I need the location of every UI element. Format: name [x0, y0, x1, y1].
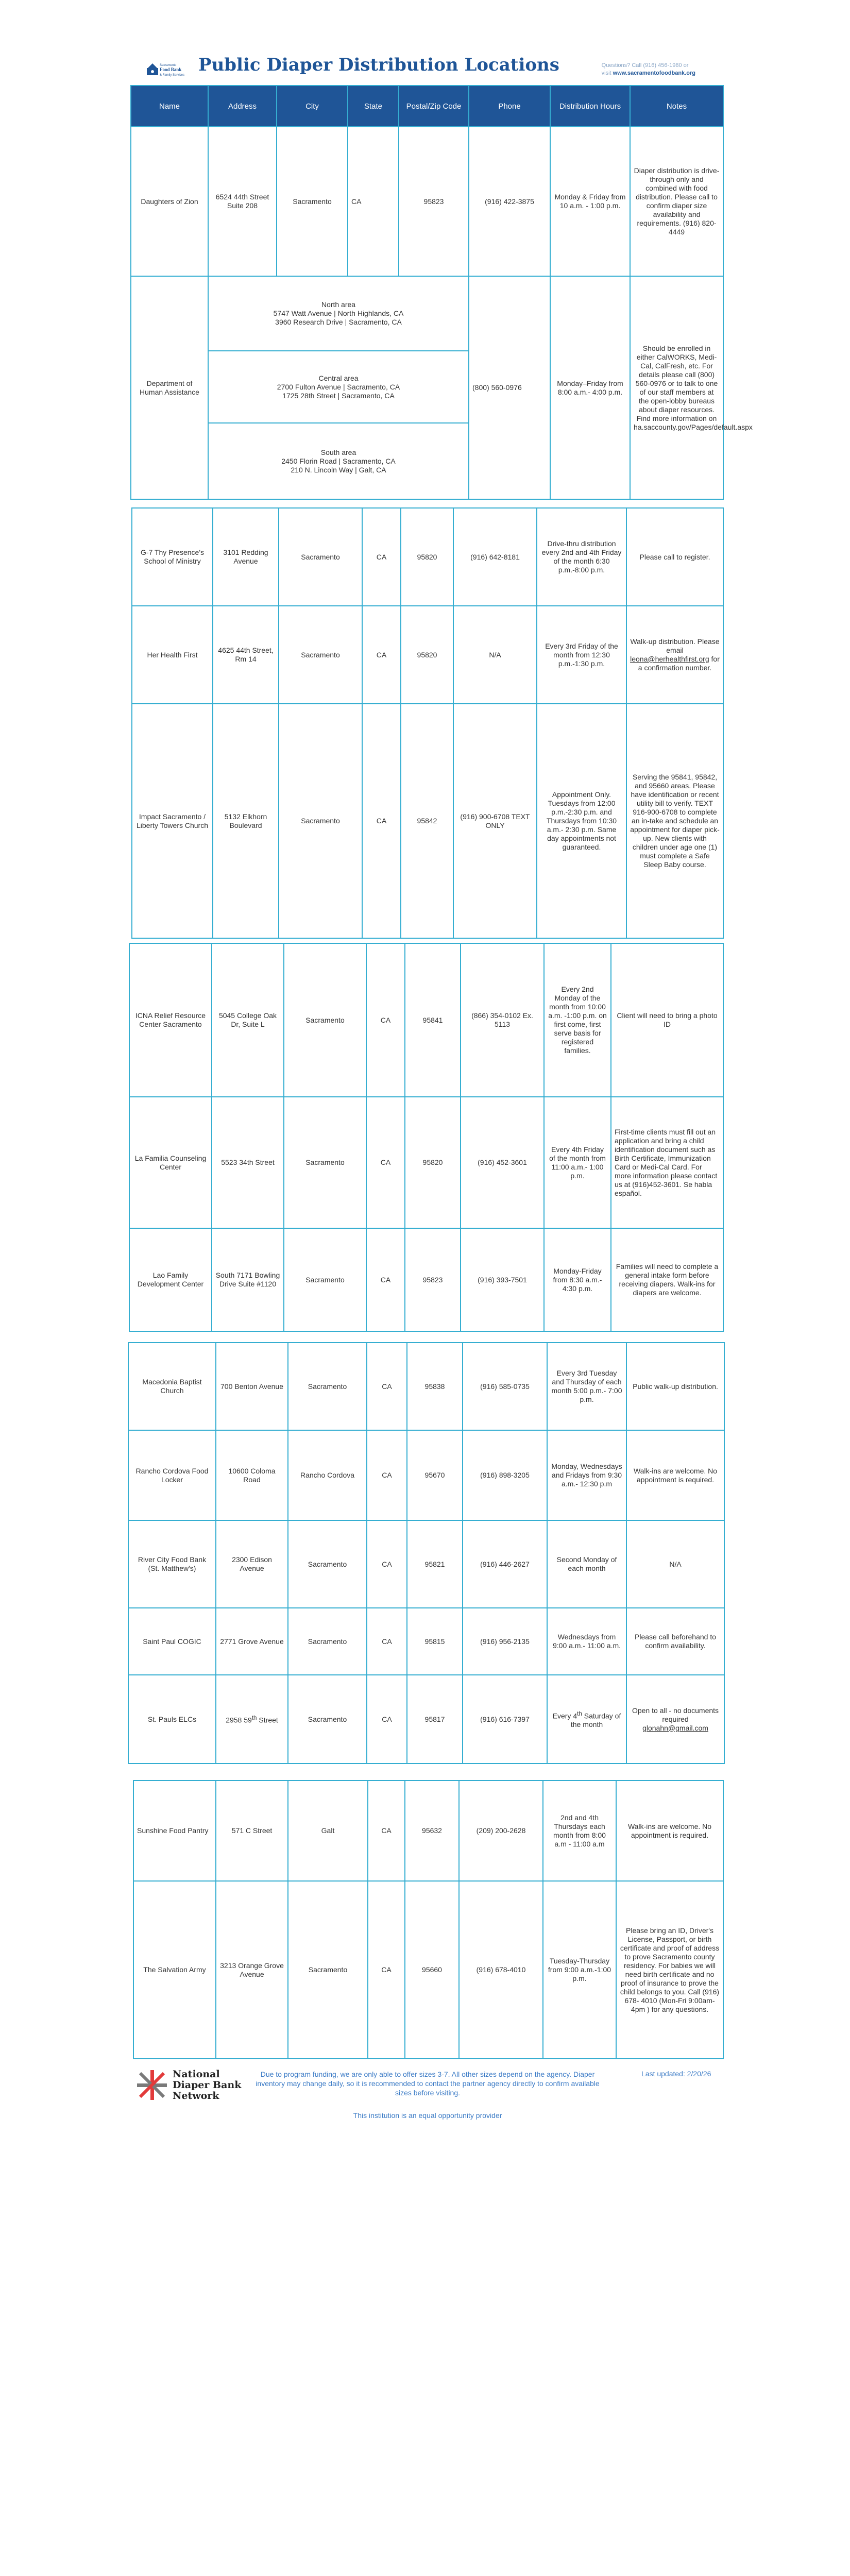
- table-row: [131, 127, 723, 276]
- location-phone: (916) 446-2627: [463, 1520, 547, 1608]
- location-hours: Wednesdays from 9:00 a.m.- 11:00 a.m.: [547, 1608, 626, 1675]
- location-zip: 95820: [401, 508, 453, 606]
- location-state: CA: [366, 943, 405, 1097]
- location-zip: 95823: [405, 1228, 461, 1331]
- nbn-line: Network: [173, 2090, 219, 2102]
- location-name: Department of Human Assistance: [131, 276, 208, 499]
- location-zip: 95820: [401, 606, 453, 704]
- location-state: CA: [368, 1881, 405, 2059]
- table-row: [131, 276, 723, 351]
- location-state: CA: [366, 1097, 405, 1228]
- hours-text: Saturday of the month: [570, 1711, 621, 1729]
- location-city: Sacramento: [288, 1608, 367, 1675]
- website-link[interactable]: www.sacramentofoodbank.org: [613, 70, 695, 76]
- location-address: 6524 44th Street Suite 208: [208, 127, 277, 276]
- location-phone: (916) 900-6708 TEXT ONLY: [453, 704, 537, 938]
- location-hours: Appointment Only. Tuesdays from 12:00 p.m.-2:30 p.m. and Thursdays from 10:30 a.m.- 2:30 p.m. Same day appointments not guaranteed.: [537, 704, 626, 938]
- location-notes: Please bring an ID, Driver's License, Passport, or birth certificate and proof of address to prove Sacramento county residency. For babies we will need birth certificate and no proof of insurance to prove the child belongs to you. Call (916) 678- 4010 (Mon-Fri 9:00am-4pm ) for any questions.: [616, 1881, 723, 2059]
- column-header: Name: [131, 86, 208, 127]
- area-label: Central area: [318, 374, 359, 382]
- location-city: Sacramento: [284, 1097, 366, 1228]
- location-state: CA: [362, 508, 401, 606]
- location-address: 2300 Edison Avenue: [216, 1520, 288, 1608]
- location-address: 571 C Street: [216, 1781, 288, 1881]
- dha-central-area: [208, 351, 469, 423]
- location-city: Sacramento: [288, 1675, 367, 1764]
- location-address: [216, 1675, 288, 1764]
- table-row: [133, 1881, 723, 2059]
- location-zip: 95670: [407, 1430, 463, 1520]
- location-zip: 95841: [405, 943, 461, 1097]
- location-hours: Monday, Wednesdays and Fridays from 9:30 a.m.- 12:30 p.m: [547, 1430, 626, 1520]
- location-hours: Tuesday-Thursday from 9:00 a.m.-1:00 p.m.: [543, 1881, 616, 2059]
- location-name: St. Pauls ELCs: [128, 1675, 216, 1764]
- location-city: Rancho Cordova: [288, 1430, 367, 1520]
- location-address: 2771 Grove Avenue: [216, 1608, 288, 1675]
- dha-north-area: [208, 276, 469, 351]
- location-city: Sacramento: [284, 1228, 366, 1331]
- contact-info: [602, 62, 695, 77]
- area-label: North area: [321, 300, 356, 309]
- table-row: [128, 1343, 724, 1430]
- location-notes: [626, 606, 723, 704]
- location-phone: (916) 393-7501: [461, 1228, 544, 1331]
- area-address: 5747 Watt Avenue | North Highlands, CA: [273, 309, 404, 317]
- locations-table-block-4: [128, 1342, 725, 1764]
- location-city: Sacramento: [279, 606, 362, 704]
- column-header: City: [277, 86, 348, 127]
- location-hours: Monday & Friday from 10 a.m. - 1:00 p.m.: [550, 127, 630, 276]
- table-row: [132, 704, 723, 938]
- notes-text: Open to all - no documents required: [632, 1706, 719, 1723]
- area-label: South area: [320, 448, 356, 456]
- location-notes: First-time clients must fill out an application and bring a child identification document such as Birth Certificate, Immunization Card or Medi-Cal Card. For more information please contact us at (916)452-3601. Se habla español.: [611, 1097, 723, 1228]
- location-hours: Second Monday of each month: [547, 1520, 626, 1608]
- email-link[interactable]: glonahn@gmail.com: [642, 1723, 708, 1732]
- locations-table-block-5: [133, 1780, 724, 2059]
- location-phone: (209) 200-2628: [459, 1781, 543, 1881]
- column-header: Phone: [469, 86, 550, 127]
- location-notes: Families will need to complete a general intake form before receiving diapers. Walk-ins for diapers are welcome.: [611, 1228, 723, 1331]
- hours-text: Every 4: [552, 1711, 577, 1720]
- area-address: 3960 Research Drive | Sacramento, CA: [275, 318, 402, 326]
- location-zip: 95817: [407, 1675, 463, 1764]
- column-header: Notes: [630, 86, 723, 127]
- contact-prefix: visit: [601, 70, 611, 76]
- location-phone: (866) 354-0102 Ex. 5113: [461, 943, 544, 1097]
- location-name: Sunshine Food Pantry: [133, 1781, 216, 1881]
- location-address: South 7171 Bowling Drive Suite #1120: [212, 1228, 284, 1331]
- location-zip: 95842: [401, 704, 453, 938]
- location-zip: 95820: [405, 1097, 461, 1228]
- location-name: ICNA Relief Resource Center Sacramento: [129, 943, 212, 1097]
- location-name: Rancho Cordova Food Locker: [128, 1430, 216, 1520]
- location-zip: 95838: [407, 1343, 463, 1430]
- location-name: Saint Paul COGIC: [128, 1608, 216, 1675]
- location-name: G-7 Thy Presence's School of Ministry: [132, 508, 213, 606]
- location-phone: (916) 452-3601: [461, 1097, 544, 1228]
- hours-sup: th: [577, 1710, 582, 1717]
- contact-line: Questions? Call (916) 456-1980 or: [601, 62, 689, 69]
- location-state: CA: [368, 1781, 405, 1881]
- location-address: 3101 Redding Avenue: [213, 508, 279, 606]
- location-hours: Every 3rd Friday of the month from 12:30 p.m.-1:30 p.m.: [537, 606, 626, 704]
- location-state: CA: [362, 606, 401, 704]
- location-phone: (916) 616-7397: [463, 1675, 547, 1764]
- table-row: [129, 1228, 723, 1331]
- location-name: River City Food Bank (St. Matthew's): [128, 1520, 216, 1608]
- svg-text:Food Bank: Food Bank: [160, 67, 182, 72]
- location-phone: (916) 642-8181: [453, 508, 537, 606]
- nbn-line: Diaper Bank: [173, 2079, 242, 2091]
- notes-text: for a confirmation number.: [638, 655, 720, 672]
- location-phone: N/A: [453, 606, 537, 704]
- equal-opportunity-statement: This institution is an equal opportunity provider: [353, 2111, 502, 2120]
- address-text: Street: [257, 1716, 278, 1724]
- location-name: Lao Family Development Center: [129, 1228, 212, 1331]
- location-notes: Walk-ins are welcome. No appointment is required.: [626, 1430, 724, 1520]
- location-address: 5132 Elkhorn Boulevard: [213, 704, 279, 938]
- location-state: CA: [367, 1675, 407, 1764]
- table-row: [128, 1520, 724, 1608]
- location-notes: Client will need to bring a photo ID: [611, 943, 723, 1097]
- location-state: CA: [367, 1343, 407, 1430]
- location-zip: 95823: [399, 127, 469, 276]
- location-notes: Walk-ins are welcome. No appointment is required.: [616, 1781, 723, 1881]
- svg-text:Sacramento: Sacramento: [160, 64, 177, 67]
- table-row: [129, 943, 723, 1097]
- area-address: 2700 Fulton Avenue | Sacramento, CA: [277, 382, 400, 391]
- dha-south-area: [208, 423, 469, 499]
- column-header: Postal/Zip Code: [399, 86, 469, 127]
- location-phone: (800) 560-0976: [469, 276, 550, 499]
- column-header: Distribution Hours: [550, 86, 630, 127]
- location-state: CA: [367, 1520, 407, 1608]
- column-header: State: [348, 86, 399, 127]
- location-name: Her Health First: [132, 606, 213, 704]
- location-hours: Every 3rd Tuesday and Thursday of each month 5:00 p.m.- 7:00 p.m.: [547, 1343, 626, 1430]
- svg-text:& Family Services: & Family Services: [160, 74, 185, 77]
- location-state: CA: [367, 1430, 407, 1520]
- location-notes: [626, 1675, 724, 1764]
- notes-text: Walk-up distribution. Please email: [630, 637, 720, 654]
- location-address: 700 Benton Avenue: [216, 1343, 288, 1430]
- location-hours: Every 2nd Monday of the month from 10:00 a.m. -1:00 p.m. on first come, first serve basis for registered families.: [544, 943, 611, 1097]
- location-state: CA: [367, 1608, 407, 1675]
- location-address: 10600 Coloma Road: [216, 1430, 288, 1520]
- location-name: La Familia Counseling Center: [129, 1097, 212, 1228]
- last-updated: Last updated: 2/20/26: [641, 2070, 711, 2078]
- location-phone: (916) 585-0735: [463, 1343, 547, 1430]
- location-name: The Salvation Army: [133, 1881, 216, 2059]
- table-header-row: [131, 86, 723, 127]
- location-address: 4625 44th Street, Rm 14: [213, 606, 279, 704]
- location-name: Daughters of Zion: [131, 127, 208, 276]
- table-row: [128, 1430, 724, 1520]
- location-hours: Monday-Friday from 8:30 a.m.- 4:30 p.m.: [544, 1228, 611, 1331]
- location-notes: Diaper distribution is drive-through only and combined with food distribution. Please call to confirm diaper size availability and requirements. (916) 820-4449: [630, 127, 723, 276]
- location-city: Sacramento: [288, 1343, 367, 1430]
- location-notes: N/A: [626, 1520, 724, 1608]
- location-phone: (916) 422-3875: [469, 127, 550, 276]
- location-name: Macedonia Baptist Church: [128, 1343, 216, 1430]
- location-state: CA: [362, 704, 401, 938]
- location-notes: Public walk-up distribution.: [626, 1343, 724, 1430]
- location-notes: Please call beforehand to confirm availability.: [626, 1608, 724, 1675]
- location-city: Sacramento: [277, 127, 348, 276]
- location-zip: 95632: [405, 1781, 459, 1881]
- location-zip: 95660: [405, 1881, 459, 2059]
- location-hours: 2nd and 4th Thursdays each month from 8:00 a.m - 11:00 a.m: [543, 1781, 616, 1881]
- sacramento-food-bank-logo: [146, 59, 192, 79]
- email-link[interactable]: leona@herhealthfirst.org: [630, 655, 709, 663]
- area-address: 2450 Florin Road | Sacramento, CA: [281, 456, 396, 465]
- address-sup: th: [251, 1715, 257, 1722]
- table-row: [128, 1608, 724, 1675]
- table-row: [129, 1097, 723, 1228]
- page-header: [129, 50, 726, 81]
- location-notes: Serving the 95841, 95842, and 95660 areas. Please have identification or recent utility bill to verify. TEXT 916-900-6708 to complete an in-take and schedule an appointment for diaper pick-up. New clients with children under age one (1) must complete a Safe Sleep Baby course.: [626, 704, 723, 938]
- location-state: CA: [348, 127, 399, 276]
- area-address: 210 N. Lincoln Way | Galt, CA: [291, 465, 386, 474]
- locations-table-block-1: [130, 85, 753, 500]
- location-city: Sacramento: [279, 508, 362, 606]
- table-row: [133, 1781, 723, 1881]
- column-header: Address: [208, 86, 277, 127]
- table-row: [132, 606, 723, 704]
- area-address: 1725 28th Street | Sacramento, CA: [282, 391, 395, 400]
- funding-note: Due to program funding, we are only able to offer sizes 3-7. All other sizes depend on the agency. Diaper inventory may change daily, so it is recommended to contact the partner agency directly to confirm available sizes before visiting.: [256, 2070, 600, 2097]
- national-diaper-bank-network-logo: [133, 2066, 172, 2105]
- location-city: Sacramento: [288, 1881, 368, 2059]
- location-address: 5523 34th Street: [212, 1097, 284, 1228]
- address-text: 2958 59: [226, 1716, 252, 1724]
- table-row: [132, 508, 723, 606]
- nbn-line: National: [173, 2069, 220, 2080]
- location-city: Galt: [288, 1781, 368, 1881]
- nbn-name: [173, 2069, 241, 2102]
- location-hours: Monday–Friday from 8:00 a.m.- 4:00 p.m.: [550, 276, 630, 499]
- location-name: Impact Sacramento / Liberty Towers Church: [132, 704, 213, 938]
- location-zip: 95821: [407, 1520, 463, 1608]
- location-notes: Please call to register.: [626, 508, 723, 606]
- location-state: CA: [366, 1228, 405, 1331]
- location-address: 3213 Orange Grove Avenue: [216, 1881, 288, 2059]
- page-title: Public Diaper Distribution Locations: [198, 55, 559, 75]
- location-address: 5045 College Oak Dr, Suite L: [212, 943, 284, 1097]
- location-city: Sacramento: [288, 1520, 367, 1608]
- location-phone: (916) 678-4010: [459, 1881, 543, 2059]
- location-phone: (916) 898-3205: [463, 1430, 547, 1520]
- location-hours: Drive-thru distribution every 2nd and 4th Friday of the month 6:30 p.m.-8:00 p.m.: [537, 508, 626, 606]
- location-phone: (916) 956-2135: [463, 1608, 547, 1675]
- table-row: [128, 1675, 724, 1764]
- location-zip: 95815: [407, 1608, 463, 1675]
- locations-table-block-2: [131, 507, 724, 939]
- location-city: Sacramento: [279, 704, 362, 938]
- location-notes: Should be enrolled in either CalWORKS, Medi-Cal, CalFresh, etc. For details please call (800) 560-0976 or to talk to one of our staff members at the open-lobby bureaus about diaper resources. Find more information on ha.saccounty.gov/Pages/default.aspx: [630, 276, 723, 499]
- location-city: Sacramento: [284, 943, 366, 1097]
- location-hours: [547, 1675, 626, 1764]
- location-hours: Every 4th Friday of the month from 11:00 a.m.- 1:00 p.m.: [544, 1097, 611, 1228]
- locations-table-block-3: [129, 943, 724, 1332]
